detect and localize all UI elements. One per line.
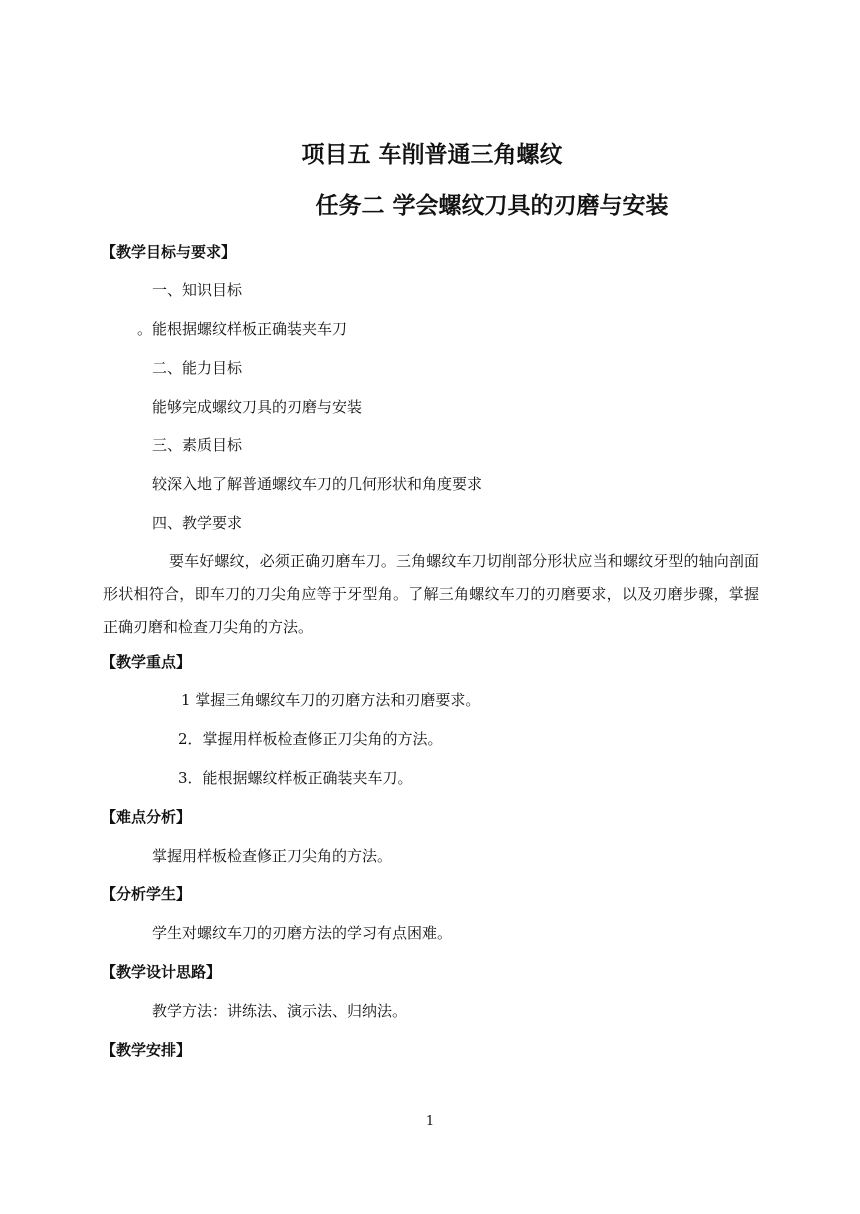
ability-objective-text: 能够完成螺纹刀具的刃磨与安装	[152, 398, 363, 416]
students-heading: 【分析学生】	[101, 885, 192, 903]
students-text: 学生对螺纹车刀的刃磨方法的学习有点困难。	[152, 924, 453, 942]
quality-objective-label: 三、素质目标	[152, 436, 243, 454]
design-text: 教学方法：讲练法、演示法、归纳法。	[152, 1002, 408, 1020]
key-point-item: 3．能根据螺纹样板正确装夹车刀。	[178, 769, 413, 787]
key-point-item: 1 掌握三角螺纹车刀的刃磨方法和刃磨要求。	[181, 691, 481, 709]
objectives-heading: 【教学目标与要求】	[101, 243, 237, 261]
document-title: 项目五 车削普通三角螺纹	[301, 142, 563, 168]
ability-objective-label: 二、能力目标	[152, 359, 243, 377]
arrangement-heading: 【教学安排】	[101, 1041, 192, 1059]
key-point-item: 2．掌握用样板检查修正刀尖角的方法。	[178, 730, 443, 748]
key-points-heading: 【教学重点】	[101, 653, 192, 671]
design-heading: 【教学设计思路】	[101, 963, 222, 981]
requirements-paragraph: 要车好螺纹，必须正确刃磨车刀。三角螺纹车刀切削部分形状应当和螺纹牙型的轴向剖面形状相符合，即车刀的刀尖角应等于牙型角。了解三角螺纹车刀的刃磨要求，以及刃磨步骤，掌握正确刃磨和检查刀尖角的方法。	[103, 552, 759, 636]
requirements-label: 四、教学要求	[152, 514, 243, 532]
difficulty-heading: 【难点分析】	[101, 808, 192, 826]
difficulty-text: 掌握用样板检查修正刀尖角的方法。	[152, 847, 393, 865]
quality-objective-text: 较深入地了解普通螺纹车刀的几何形状和角度要求	[152, 475, 483, 493]
document-subtitle: 任务二 学会螺纹刀具的刃磨与安装	[315, 193, 669, 219]
knowledge-objective-text: 。能根据螺纹样板正确装夹车刀	[137, 320, 348, 338]
knowledge-objective-label: 一、知识目标	[152, 281, 243, 299]
page-number: 1	[425, 1114, 435, 1129]
